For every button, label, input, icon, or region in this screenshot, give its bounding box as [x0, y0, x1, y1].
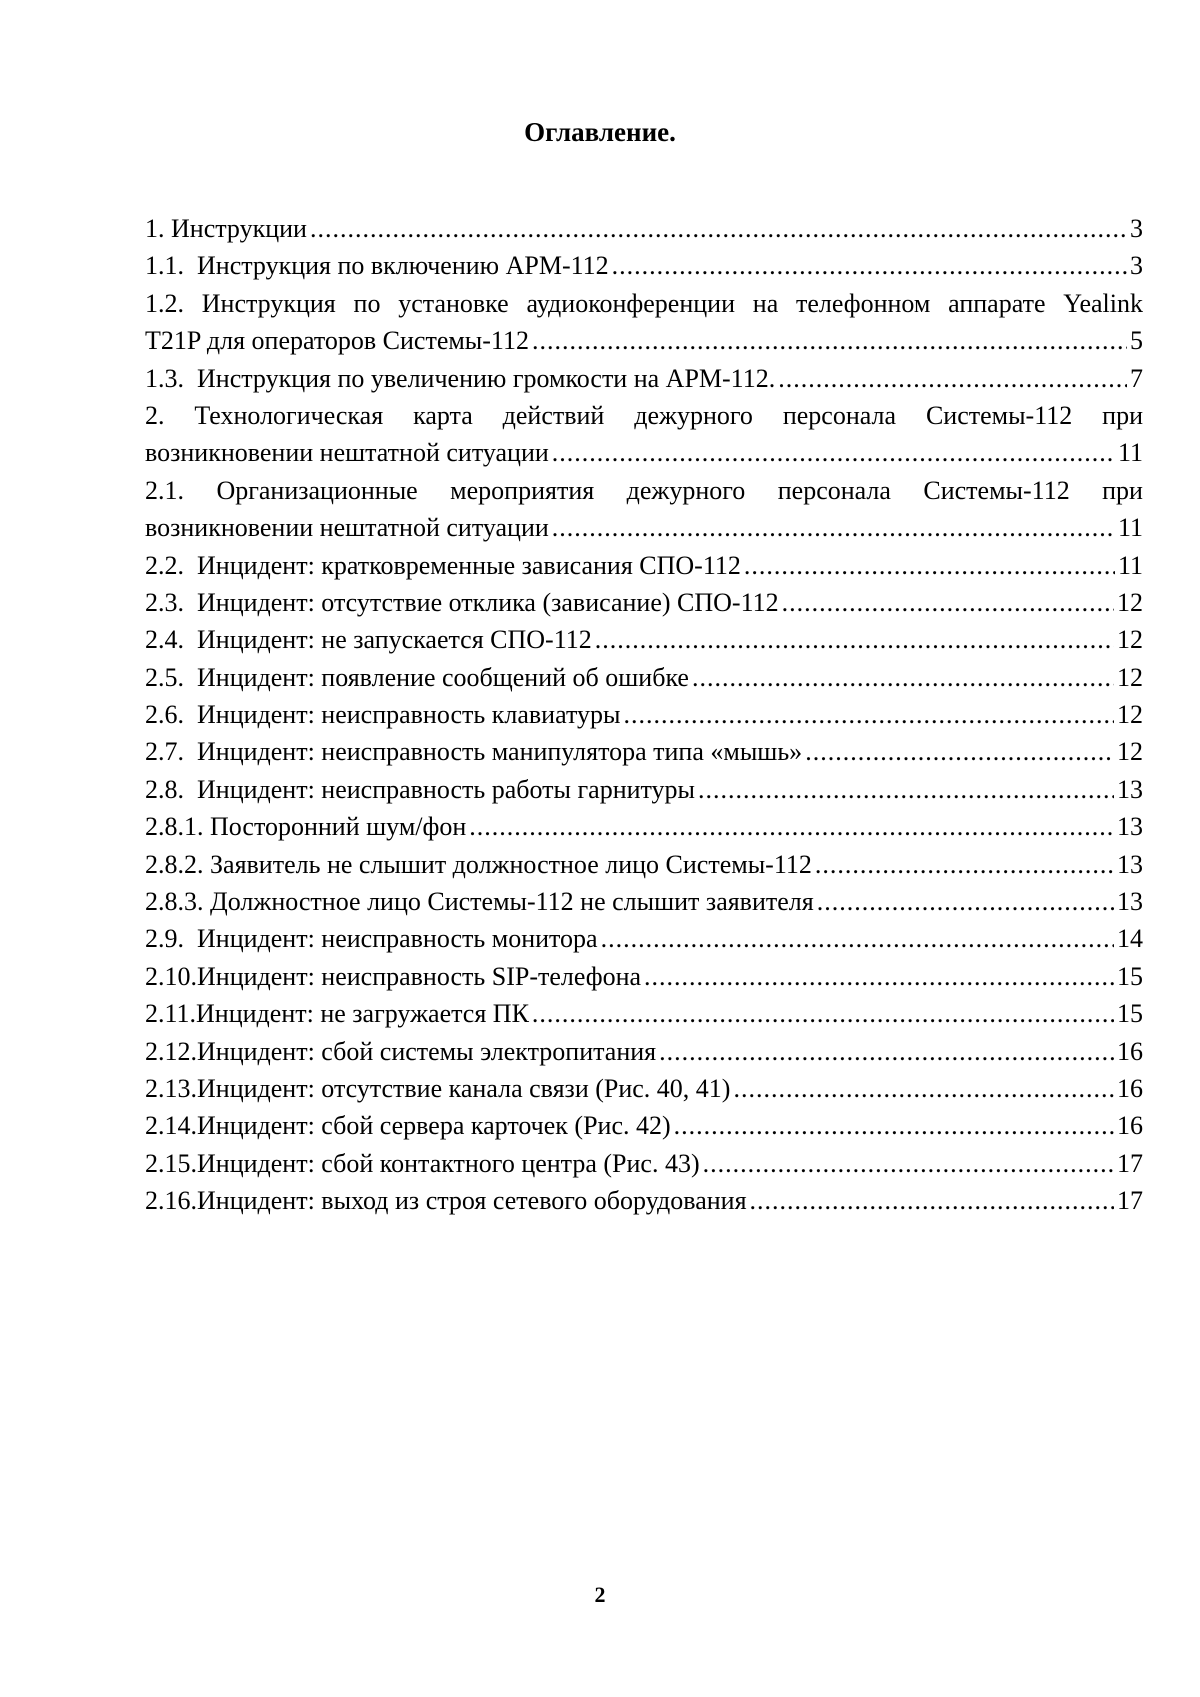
toc-entry[interactable] — [145, 920, 1143, 957]
toc-entry-line — [145, 547, 1143, 584]
toc-leader-dots — [750, 1182, 1114, 1219]
toc-leader-dots — [595, 621, 1114, 658]
toc-entry-title: 2.6. Инцидент: неисправность клавиатуры — [145, 700, 621, 730]
toc-word: 2. — [145, 400, 165, 430]
toc-page-number: 11 — [1117, 438, 1143, 468]
toc-entry[interactable] — [145, 883, 1143, 920]
toc-entry-title: 2.8. Инцидент: неисправность работы гарнитуры — [145, 774, 696, 804]
toc-entry[interactable] — [145, 1145, 1143, 1182]
toc-entry[interactable] — [145, 360, 1143, 397]
toc-entry[interactable] — [145, 247, 1143, 284]
toc-word: дежурного — [626, 475, 746, 505]
toc-leader-dots — [612, 247, 1127, 284]
toc-word: Системы-112 — [923, 475, 1070, 505]
toc-entry-title: 2.8.1. Посторонний шум/фон — [145, 812, 467, 842]
toc-word: мероприятия — [450, 475, 595, 505]
toc-word: Yealink — [1063, 288, 1143, 318]
toc-entry-title: 1.1. Инструкция по включению АРМ-112 — [145, 251, 609, 281]
toc-entry-title: 2.16.Инцидент: выход из строя сетевого оборудования — [145, 1186, 747, 1216]
toc-page-number: 11 — [1117, 550, 1143, 580]
toc-page-number: 16 — [1117, 1111, 1143, 1141]
toc-entry[interactable] — [145, 1033, 1143, 1070]
toc-entry-title: 2.9. Инцидент: неисправность монитора — [145, 924, 598, 954]
toc-word: Инструкция — [201, 288, 336, 318]
toc-word: 2.1. — [145, 475, 184, 505]
toc-entry-line — [145, 397, 1143, 434]
toc-leader-dots — [552, 509, 1115, 546]
toc-entry-line — [145, 434, 1143, 471]
toc-entry-line — [145, 733, 1143, 770]
toc-entry-line — [145, 472, 1143, 509]
toc-entry[interactable] — [145, 1070, 1143, 1107]
toc-entry-line — [145, 883, 1143, 920]
toc-word: персонала — [777, 475, 891, 505]
toc-page-number: 13 — [1117, 812, 1143, 842]
page-number: 2 — [594, 1582, 606, 1607]
toc-word: действий — [502, 400, 605, 430]
toc-entry-title: 2.10.Инцидент: неисправность SIP-телефона — [145, 961, 642, 991]
toc-leader-dots — [659, 1033, 1114, 1070]
toc-leader-dots — [623, 696, 1114, 733]
toc-entry-line — [145, 808, 1143, 845]
toc-entry[interactable] — [145, 397, 1143, 472]
toc-entry-line — [145, 1107, 1143, 1144]
toc-entry-line — [145, 659, 1143, 696]
toc-leader-dots — [552, 434, 1115, 471]
toc-page-number: 16 — [1117, 1073, 1143, 1103]
toc-page-number: 13 — [1117, 849, 1143, 879]
toc-entry-title: возникновении нештатной ситуации — [145, 438, 549, 468]
toc-word: установке — [398, 288, 509, 318]
toc-entry-title: 2.8.2. Заявитель не слышит должностное лицо Системы-112 — [145, 849, 812, 879]
toc-entry-line — [145, 771, 1143, 808]
toc-page-number: 16 — [1117, 1036, 1143, 1066]
toc-entry[interactable] — [145, 1182, 1143, 1219]
toc-entry-line — [145, 621, 1143, 658]
toc-page-number: 12 — [1117, 587, 1143, 617]
toc-entry[interactable] — [145, 1107, 1143, 1144]
toc-page-number: 13 — [1117, 887, 1143, 917]
toc-leader-dots — [698, 771, 1114, 808]
toc-entry-title: 2.5. Инцидент: появление сообщений об ошибке — [145, 662, 689, 692]
toc-entry[interactable] — [145, 472, 1143, 547]
page-title: Оглавление. — [524, 117, 676, 147]
toc-entry-line — [145, 509, 1143, 546]
toc-page-number: 3 — [1130, 251, 1143, 281]
toc-word: при — [1102, 400, 1143, 430]
toc-leader-dots — [733, 1070, 1114, 1107]
toc-entry[interactable] — [145, 771, 1143, 808]
toc-leader-dots — [815, 846, 1114, 883]
toc-page-number: 5 — [1130, 326, 1143, 356]
toc-entry-title: 2.14.Инцидент: сбой сервера карточек (Рис. 42) — [145, 1111, 671, 1141]
toc-leader-dots — [644, 958, 1114, 995]
toc-word: аппарате — [948, 288, 1046, 318]
toc-entry-title: 2.11.Инцидент: не загружается ПК — [145, 999, 529, 1029]
toc-word: 1.2. — [145, 288, 184, 318]
toc-page-number: 17 — [1117, 1148, 1143, 1178]
toc-leader-dots — [703, 1145, 1114, 1182]
toc-entry[interactable] — [145, 696, 1143, 733]
toc-leader-dots — [817, 883, 1114, 920]
toc-entry-line — [145, 920, 1143, 957]
toc-word: Организационные — [216, 475, 418, 505]
toc-word: дежурного — [634, 400, 753, 430]
toc-entry-line — [145, 1182, 1143, 1219]
toc-leader-dots — [469, 808, 1114, 845]
toc-word: Системы-112 — [925, 400, 1073, 430]
toc-page-number: 12 — [1117, 625, 1143, 655]
toc-leader-dots — [782, 584, 1114, 621]
toc-entry-title: T21P для операторов Системы-112 — [145, 326, 529, 356]
toc-entry-line — [145, 1070, 1143, 1107]
toc-leader-dots — [805, 733, 1114, 770]
toc-entry-line — [145, 360, 1143, 397]
toc-page-number: 3 — [1130, 214, 1143, 243]
toc-word: при — [1102, 475, 1143, 505]
toc-entry[interactable] — [145, 584, 1143, 621]
toc-entry-title: 2.3. Инцидент: отсутствие отклика (зависание) СПО-112 — [145, 587, 779, 617]
toc-leader-dots — [532, 995, 1114, 1032]
toc-leader-dots — [310, 210, 1127, 247]
toc-page-number: 7 — [1130, 363, 1143, 393]
toc-entry-title: 2.2. Инцидент: кратковременные зависания СПО-112 — [145, 550, 741, 580]
toc-entry[interactable] — [145, 958, 1143, 995]
toc-entry-line — [145, 846, 1143, 883]
toc-leader-dots — [674, 1107, 1114, 1144]
toc-entry-title: 2.13.Инцидент: отсутствие канала связи (Рис. 40, 41) — [145, 1073, 731, 1103]
toc-entry-line — [145, 995, 1143, 1032]
toc-entry-title: 2.15.Инцидент: сбой контактного центра (Рис. 43) — [145, 1148, 700, 1178]
toc-entry-title: 2.4. Инцидент: не запускается СПО-112 — [145, 625, 592, 655]
toc-entry-title: 1.3. Инструкция по увеличению громкости на АРМ-112. — [145, 363, 776, 393]
toc-entry[interactable] — [145, 846, 1143, 883]
toc-entry-line — [145, 584, 1143, 621]
toc-word: на — [752, 288, 779, 318]
toc-entry-line — [145, 958, 1143, 995]
toc-entry-title: 1. Инструкции — [145, 214, 307, 243]
toc-entry[interactable] — [145, 808, 1143, 845]
toc-page-number: 12 — [1117, 737, 1143, 767]
toc-entry[interactable] — [145, 285, 1143, 360]
toc-page-number: 13 — [1117, 774, 1143, 804]
toc-page-number: 14 — [1117, 924, 1143, 954]
toc-page-number: 12 — [1117, 662, 1143, 692]
toc-entry-line — [145, 247, 1143, 284]
toc-leader-dots — [778, 360, 1127, 397]
toc-entry-line — [145, 696, 1143, 733]
toc-page-number: 15 — [1117, 961, 1143, 991]
toc-entry[interactable] — [145, 659, 1143, 696]
toc-leader-dots — [601, 920, 1114, 957]
toc-entry-title: 2.7. Инцидент: неисправность манипулятора типа «мышь» — [145, 737, 803, 767]
toc-entry-line — [145, 1145, 1143, 1182]
toc-entry-line — [145, 322, 1143, 359]
toc-page-number: 15 — [1117, 999, 1143, 1029]
toc-entry-line — [145, 285, 1143, 322]
toc-entry-title: возникновении нештатной ситуации — [145, 513, 549, 543]
toc-word: телефонном — [796, 288, 931, 318]
toc-entry[interactable] — [145, 210, 1143, 247]
toc-word: аудиоконференции — [526, 288, 736, 318]
toc-leader-dots — [744, 547, 1115, 584]
toc-page-number: 12 — [1117, 700, 1143, 730]
toc-leader-dots — [532, 322, 1127, 359]
toc-word: персонала — [782, 400, 897, 430]
toc-entry[interactable] — [145, 547, 1143, 584]
toc-page-number: 11 — [1117, 513, 1143, 543]
toc-entry-line — [145, 1033, 1143, 1070]
toc-word: по — [353, 288, 381, 318]
toc-entry[interactable] — [145, 733, 1143, 770]
toc-entry[interactable] — [145, 995, 1143, 1032]
toc-entry[interactable] — [145, 621, 1143, 658]
toc-entry-title: 2.8.3. Должностное лицо Системы-112 не слышит заявителя — [145, 887, 814, 917]
toc-leader-dots — [692, 659, 1114, 696]
toc-entry-title: 2.12.Инцидент: сбой системы электропитания — [145, 1036, 657, 1066]
toc-word: Технологическая — [194, 400, 384, 430]
toc-entry-line — [145, 210, 1143, 247]
toc-word: карта — [413, 400, 473, 430]
table-of-contents — [145, 210, 1143, 1220]
toc-page-number: 17 — [1117, 1186, 1143, 1216]
